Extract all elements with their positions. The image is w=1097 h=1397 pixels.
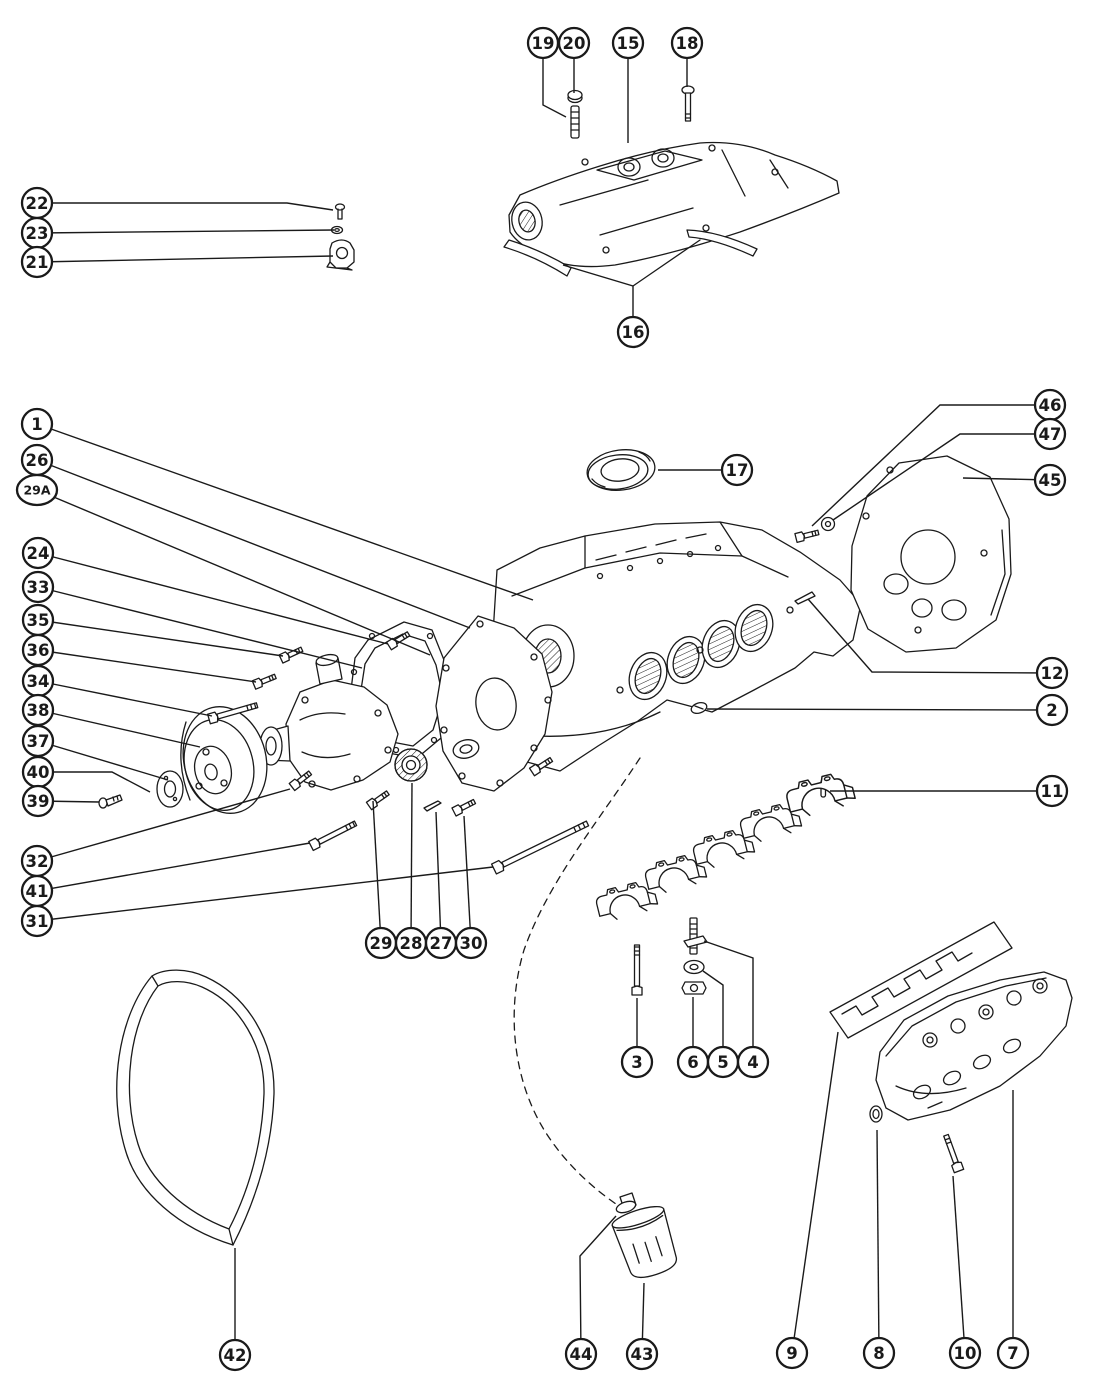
callout-number-17: 17 (725, 460, 749, 480)
callout-number-41: 41 (25, 881, 49, 901)
manifold-nut-drawing (568, 91, 582, 103)
callout-number-7: 7 (1007, 1343, 1019, 1363)
callout-8[interactable] (864, 1130, 894, 1368)
callout-number-1: 1 (31, 414, 43, 434)
pulley-hub-plate-drawing (157, 771, 183, 807)
leader-line-8 (877, 1130, 879, 1353)
callout-number-31: 31 (25, 911, 49, 931)
callout-2[interactable] (707, 695, 1067, 725)
leader-line-35 (38, 620, 283, 656)
hub-screw-drawing (99, 795, 122, 808)
engine-lift-bracket-drawing (327, 240, 354, 270)
leader-line-4 (704, 941, 753, 1062)
callout-number-22: 22 (25, 193, 49, 213)
head-bolt-drawing-10 (941, 1134, 963, 1173)
leader-line-9 (792, 1032, 838, 1353)
engine-block-drawing (492, 522, 861, 771)
bracket-screw-drawing (336, 204, 345, 219)
core-plug-drawing-8 (870, 1106, 882, 1122)
callout-number-15: 15 (616, 33, 640, 53)
bearing-cap-bolt-drawing-3 (632, 945, 642, 995)
manifold-bolt-drawing (682, 86, 694, 121)
callout-36[interactable] (23, 635, 256, 682)
callout-number-23: 23 (25, 223, 49, 243)
bolt-drawing-36 (252, 672, 277, 689)
callout-17[interactable] (658, 455, 752, 485)
callout-28[interactable] (396, 783, 426, 958)
intake-manifold-drawing (508, 143, 839, 267)
callout-9[interactable] (777, 1032, 838, 1368)
leader-line-34 (38, 681, 212, 716)
callout-15[interactable] (613, 28, 643, 143)
callout-number-35: 35 (26, 610, 50, 630)
callout-10[interactable] (950, 1176, 980, 1368)
callout-33[interactable] (23, 572, 362, 668)
callout-30[interactable] (456, 816, 486, 958)
leader-line-21 (37, 256, 333, 262)
callout-number-46: 46 (1038, 395, 1062, 415)
leader-line-10 (953, 1176, 965, 1353)
callout-number-4: 4 (747, 1052, 759, 1072)
callout-number-40: 40 (26, 762, 50, 782)
front-seal-drawing (395, 749, 427, 781)
callout-27[interactable] (426, 812, 456, 958)
leader-line-37 (38, 741, 168, 780)
callout-21[interactable] (22, 247, 333, 277)
washer-drawing-47 (822, 518, 835, 531)
leader-line-38 (38, 710, 200, 747)
leader-line-2 (707, 709, 1052, 710)
callout-23[interactable] (22, 218, 334, 248)
callout-number-29A: 29A (23, 482, 51, 498)
callout-29A[interactable] (17, 475, 430, 655)
callout-31[interactable] (22, 867, 493, 936)
oil-filter-drawing (610, 1202, 682, 1282)
callout-43[interactable] (627, 1283, 657, 1369)
bolt-drawing-30 (452, 798, 477, 816)
callout-number-47: 47 (1038, 424, 1062, 444)
callout-number-43: 43 (630, 1344, 654, 1364)
callout-number-20: 20 (562, 33, 586, 53)
callout-number-8: 8 (873, 1343, 885, 1363)
callout-number-38: 38 (26, 700, 50, 720)
leader-line-27 (436, 812, 441, 943)
leader-line-1 (37, 424, 533, 600)
water-pump-drawing (260, 653, 398, 790)
callout-number-2: 2 (1046, 700, 1058, 720)
callout-number-19: 19 (531, 33, 555, 53)
leader-line-28 (411, 783, 412, 943)
callout-number-39: 39 (26, 791, 50, 811)
callout-6[interactable] (678, 997, 708, 1077)
callout-number-5: 5 (717, 1052, 729, 1072)
main-bearing-caps-drawing (594, 770, 857, 923)
callout-number-42: 42 (223, 1345, 247, 1365)
callout-5[interactable] (703, 971, 738, 1077)
callout-number-30: 30 (459, 933, 483, 953)
callout-18[interactable] (672, 28, 702, 87)
bolt-drawing-24 (387, 630, 411, 650)
callout-35[interactable] (23, 605, 283, 656)
artwork-layer (99, 86, 1072, 1283)
callout-number-12: 12 (1040, 663, 1064, 683)
callout-number-11: 11 (1040, 781, 1064, 801)
callout-number-26: 26 (25, 450, 49, 470)
bolt-drawing-31 (492, 818, 590, 873)
callout-number-44: 44 (569, 1344, 593, 1364)
callout-number-10: 10 (953, 1343, 977, 1363)
bolt-drawing-41 (309, 819, 358, 851)
callout-number-3: 3 (631, 1052, 643, 1072)
callout-number-28: 28 (399, 933, 423, 953)
leader-line-23 (37, 230, 334, 233)
callout-number-37: 37 (26, 731, 50, 751)
bolt-drawing-46 (795, 528, 819, 542)
callout-24[interactable] (23, 538, 388, 644)
callout-39[interactable] (23, 786, 99, 816)
callout-16[interactable] (563, 265, 648, 347)
callout-42[interactable] (220, 1248, 250, 1370)
bolt-drawing-29 (366, 789, 390, 810)
washer-drawing-5 (684, 961, 704, 974)
callout-number-16: 16 (621, 322, 645, 342)
dowel-key-drawing-27 (424, 801, 441, 811)
callout-22[interactable] (22, 188, 333, 218)
callout-3[interactable] (622, 998, 652, 1077)
callout-20[interactable] (559, 28, 589, 93)
callout-number-9: 9 (786, 1343, 798, 1363)
callout-number-6: 6 (687, 1052, 699, 1072)
callout-number-32: 32 (25, 851, 49, 871)
leader-line-22 (37, 203, 333, 210)
callout-number-29: 29 (369, 933, 393, 953)
leader-line-31 (37, 867, 493, 921)
callout-number-24: 24 (26, 543, 50, 563)
leader-line-36 (38, 650, 256, 682)
callout-number-27: 27 (429, 933, 453, 953)
callout-44[interactable] (566, 1216, 616, 1369)
callout-number-21: 21 (25, 252, 49, 272)
leader-line-29A (37, 490, 430, 655)
callout-number-45: 45 (1038, 470, 1062, 490)
oil-pan-gasket-drawing (117, 970, 274, 1245)
callout-11[interactable] (830, 776, 1067, 806)
leader-line-41 (37, 843, 310, 891)
callout-number-33: 33 (26, 577, 50, 597)
nut-drawing-6 (682, 982, 706, 994)
callout-26[interactable] (22, 445, 470, 628)
callout-1[interactable] (22, 409, 533, 600)
manifold-stud-drawing (571, 106, 579, 138)
leader-line-40 (38, 772, 150, 792)
callout-7[interactable] (998, 1090, 1028, 1368)
callout-number-36: 36 (26, 640, 50, 660)
leader-line-29 (373, 801, 381, 943)
bearing-cap-stud-drawing-4 (684, 918, 707, 954)
seal-ring-drawing (585, 446, 657, 494)
flywheel-housing-drawing (851, 456, 1011, 652)
leader-line-30 (464, 816, 471, 943)
callout-number-18: 18 (675, 33, 699, 53)
callout-number-34: 34 (26, 671, 50, 691)
leader-line-44 (580, 1216, 616, 1354)
